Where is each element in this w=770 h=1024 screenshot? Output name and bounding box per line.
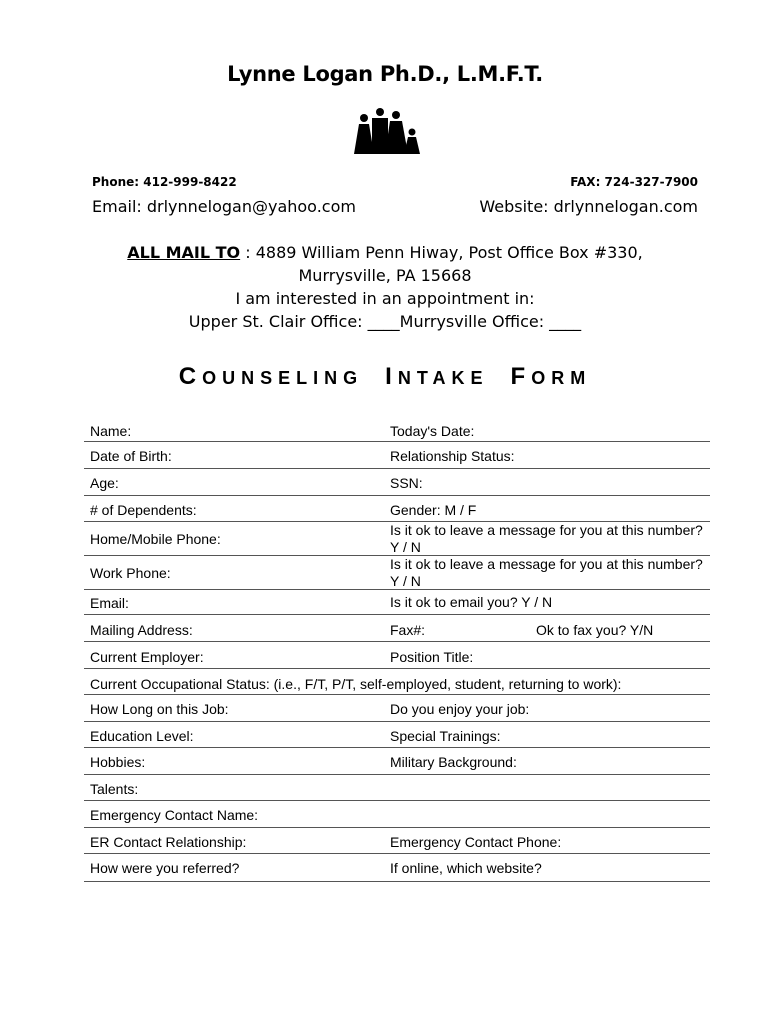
table-row[interactable] — [84, 442, 710, 469]
special-trainings-field[interactable]: Special Trainings: — [390, 728, 501, 744]
mail-label: ALL MAIL TO — [127, 243, 241, 262]
appointment-prompt: I am interested in an appointment in: — [235, 289, 535, 308]
home-message-question[interactable]: Is it ok to leave a message for you at this number? Y / N — [390, 522, 703, 555]
family-logo-icon — [352, 106, 424, 158]
table-row[interactable] — [84, 496, 710, 522]
mail-address-line1 — [0, 243, 770, 262]
email-field[interactable]: Email: — [90, 595, 129, 611]
talents-field[interactable]: Talents: — [90, 781, 139, 797]
table-row[interactable] — [84, 828, 710, 854]
table-row[interactable] — [84, 418, 710, 442]
table-row[interactable] — [84, 748, 710, 775]
name-field[interactable]: Name: — [90, 423, 132, 439]
office-choice-line: Upper St. Clair Office: ____Murrysville Office: ____ — [188, 312, 582, 331]
mail-street: : 4889 William Penn Hiway, Post Office Box #330, — [240, 243, 643, 262]
mail-address-line2: Murrysville, PA 15668 — [298, 266, 472, 285]
relationship-status-field[interactable]: Relationship Status: — [390, 448, 515, 464]
website-referral-field[interactable]: If online, which website? — [390, 860, 542, 876]
occupational-status-field[interactable]: Current Occupational Status: (i.e., F/T, P/T, self-employed, student, returning to work): — [90, 676, 622, 692]
fax-number: FAX: 724-327-7900 — [570, 175, 698, 189]
intake-form-table — [84, 418, 710, 882]
age-field[interactable]: Age: — [90, 475, 119, 491]
hobbies-field[interactable]: Hobbies: — [90, 754, 146, 770]
job-length-field[interactable]: How Long on this Job: — [90, 701, 229, 717]
military-background-field[interactable]: Military Background: — [390, 754, 517, 770]
website-address[interactable]: Website: drlynnelogan.com — [479, 197, 698, 216]
email-address[interactable]: Email: drlynnelogan@yahoo.com — [92, 197, 356, 216]
enjoy-job-field[interactable]: Do you enjoy your job: — [390, 701, 530, 717]
education-level-field[interactable]: Education Level: — [90, 728, 194, 744]
gender-field[interactable]: Gender: M / F — [390, 502, 477, 518]
er-relationship-field[interactable]: ER Contact Relationship: — [90, 834, 247, 850]
table-row[interactable] — [84, 556, 710, 590]
referral-field[interactable]: How were you referred? — [90, 860, 240, 876]
home-phone-field[interactable]: Home/Mobile Phone: — [90, 531, 221, 547]
table-row[interactable] — [84, 722, 710, 748]
table-row[interactable] — [84, 522, 710, 556]
work-message-question[interactable]: Is it ok to leave a message for you at this number? Y / N — [390, 556, 703, 589]
table-row[interactable] — [84, 801, 710, 828]
emergency-phone-field[interactable]: Emergency Contact Phone: — [390, 834, 562, 850]
todays-date-field[interactable]: Today's Date: — [390, 423, 475, 439]
position-title-field[interactable]: Position Title: — [390, 649, 474, 665]
table-row[interactable] — [84, 695, 710, 722]
table-row[interactable] — [84, 642, 710, 669]
table-row[interactable] — [84, 590, 710, 615]
current-employer-field[interactable]: Current Employer: — [90, 649, 204, 665]
fax-field[interactable]: Fax#: — [390, 622, 426, 638]
form-title: COUNSELING INTAKE FORM — [178, 363, 592, 390]
table-row[interactable] — [84, 775, 710, 801]
table-row[interactable] — [84, 669, 710, 695]
dob-field[interactable]: Date of Birth: — [90, 448, 172, 464]
page-title: Lynne Logan Ph.D., L.M.F.T. — [227, 62, 543, 86]
table-row[interactable] — [84, 469, 710, 496]
table-row[interactable] — [84, 615, 710, 642]
emergency-contact-name-field[interactable]: Emergency Contact Name: — [90, 807, 259, 823]
table-row[interactable] — [84, 854, 710, 882]
mailing-address-field[interactable]: Mailing Address: — [90, 622, 193, 638]
fax-ok-question[interactable]: Ok to fax you? Y/N — [536, 622, 654, 638]
email-ok-question[interactable]: Is it ok to email you? Y / N — [390, 594, 553, 610]
work-phone-field[interactable]: Work Phone: — [90, 565, 171, 581]
ssn-field[interactable]: SSN: — [390, 475, 423, 491]
phone-number: Phone: 412-999-8422 — [92, 175, 237, 189]
dependents-field[interactable]: # of Dependents: — [90, 502, 197, 518]
